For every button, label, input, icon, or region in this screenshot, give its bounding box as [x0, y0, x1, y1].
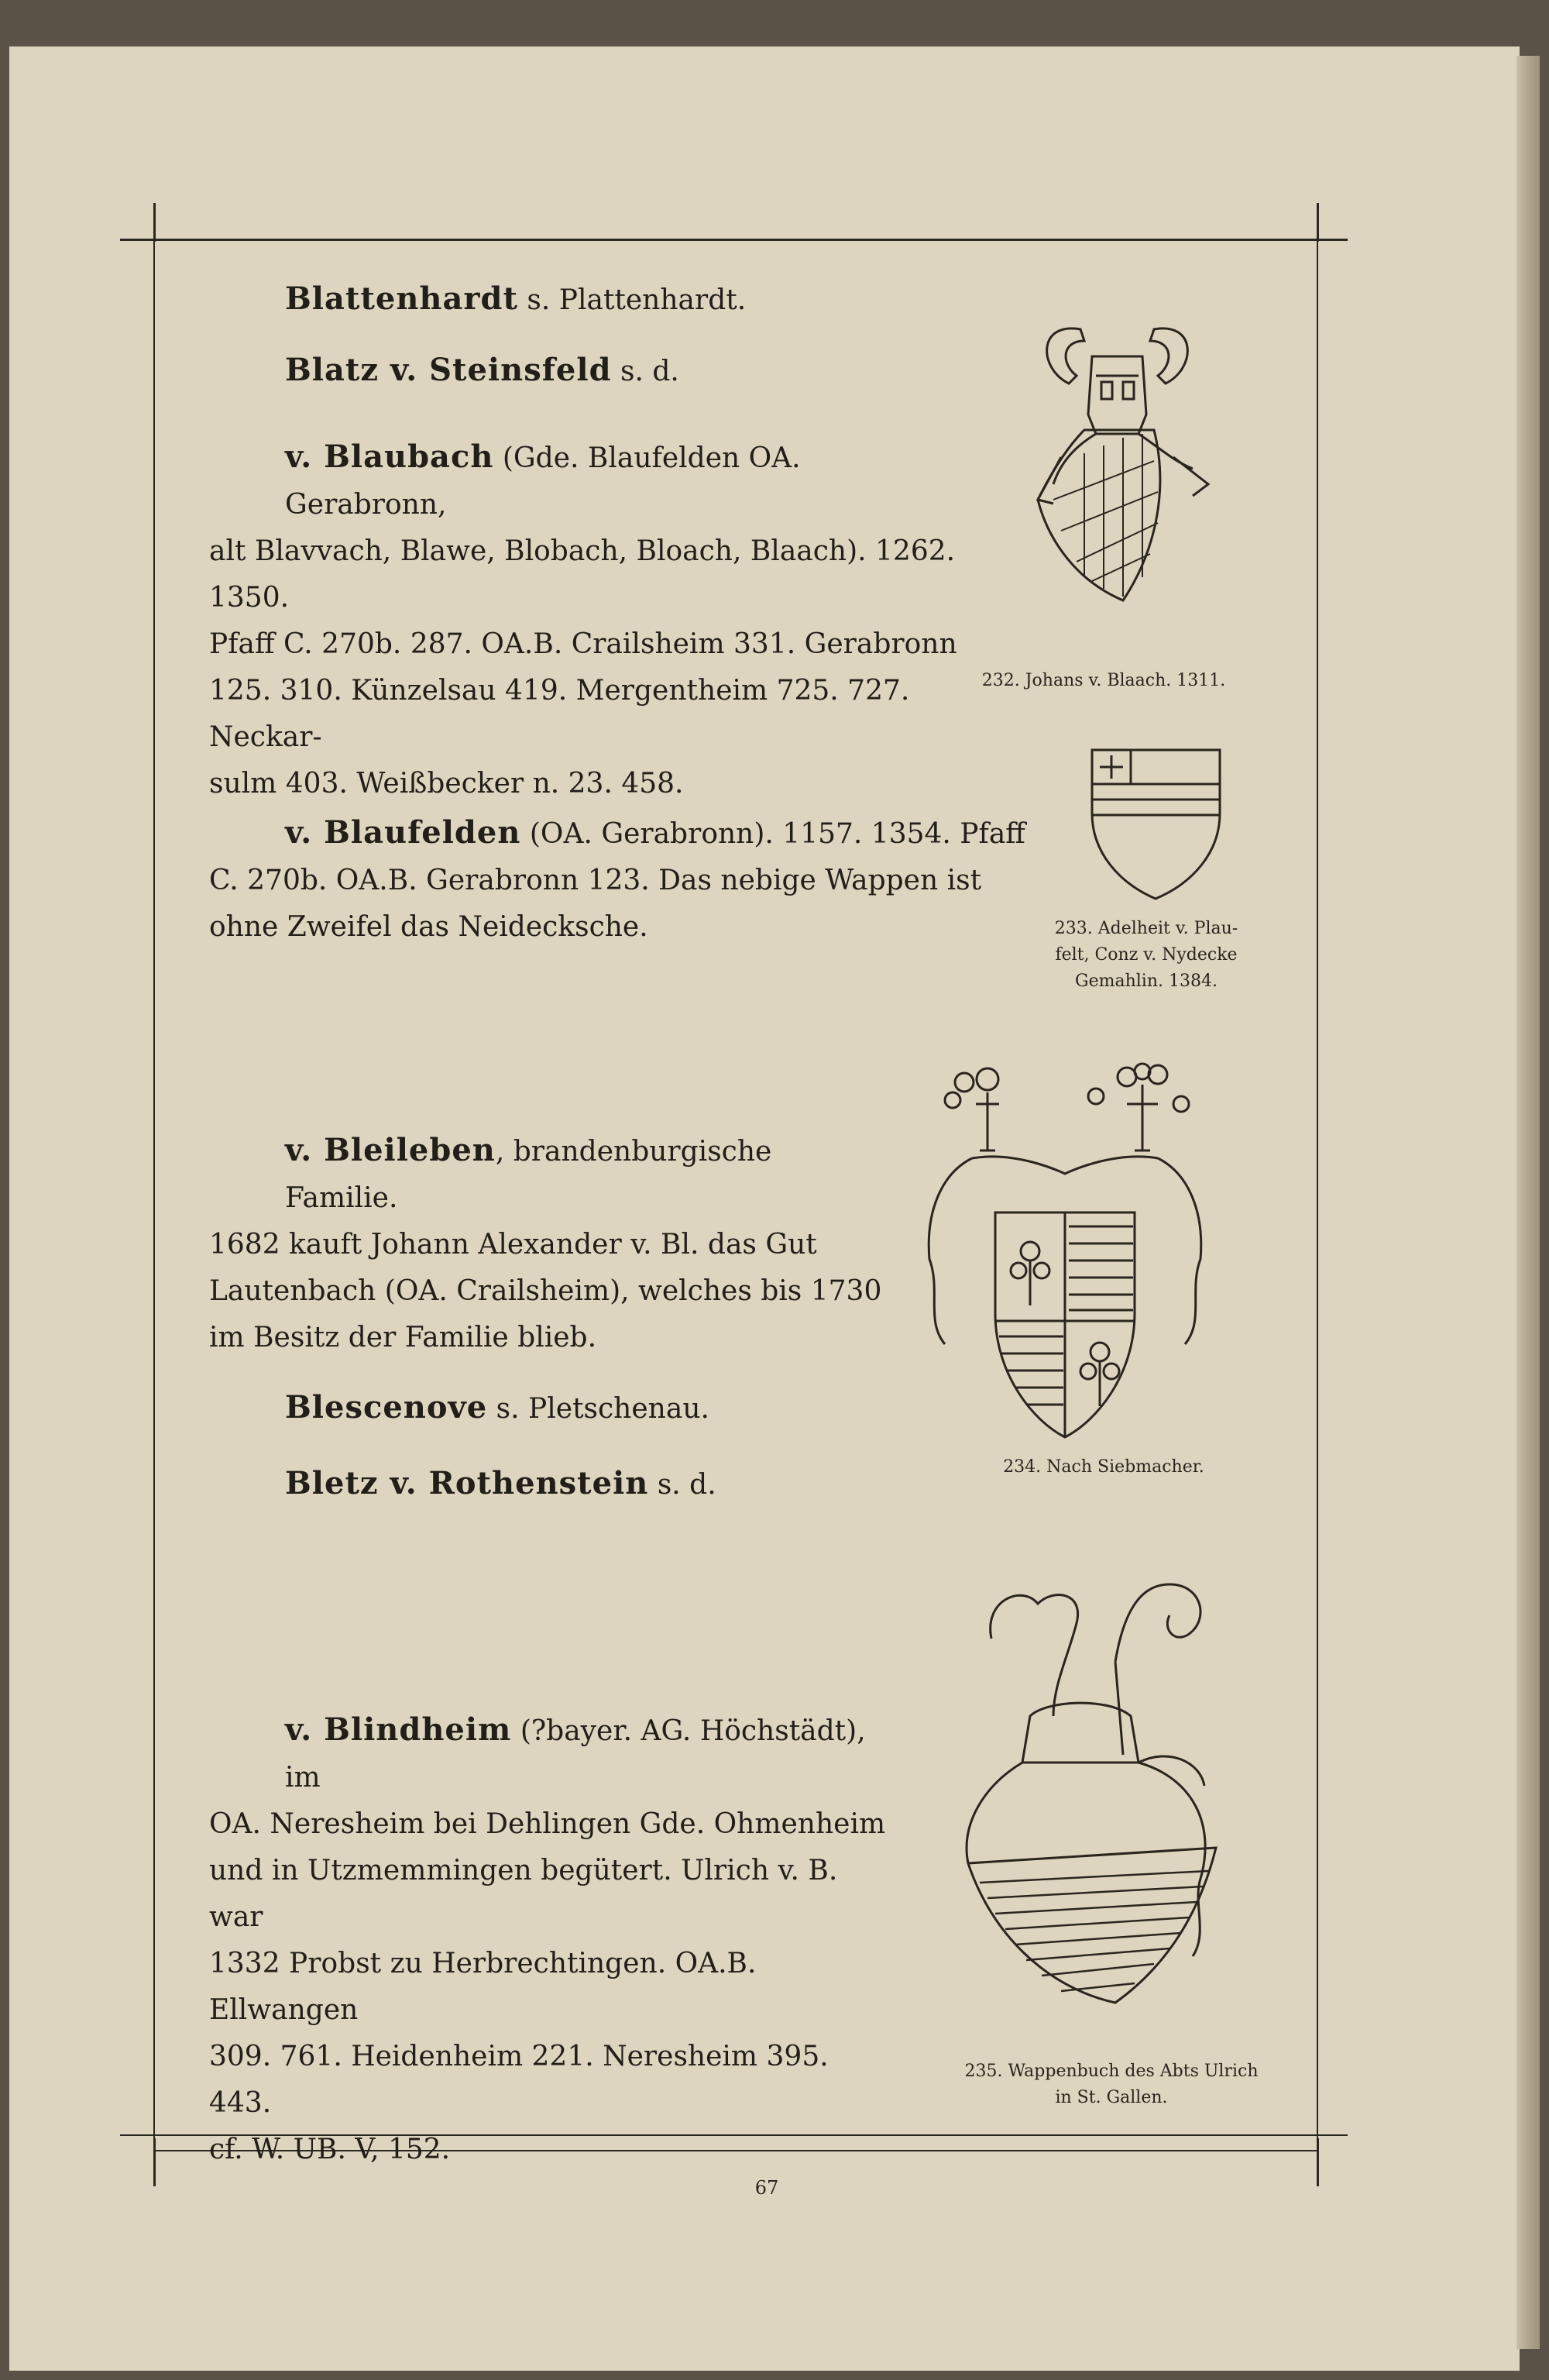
- coat-of-arms-adelheit-v-plaufelt: [1084, 744, 1228, 906]
- caption-234: [941, 1454, 1266, 1481]
- bottom-left-tick: [153, 2138, 156, 2186]
- caption-line: in St. Gallen.: [1055, 2088, 1168, 2107]
- entry-line: 125. 310. Künzelsau 419. Mergentheim 725. 727. Neckar-: [209, 675, 910, 753]
- bottom-right-tick: [1317, 2138, 1319, 2186]
- caption-line: Gemahlin. 1384.: [1075, 972, 1218, 991]
- entry-headword: Blatz v. Steinsfeld: [285, 352, 612, 388]
- entry-line: Pfaff C. 270b. 287. OA.B. Crailsheim 331. Gerabronn: [209, 628, 957, 660]
- entry-line: (?bayer. AG. Höchstädt), im: [285, 1715, 866, 1794]
- entry-line: (OA. Gerabronn). 1157. 1354. Pfaff: [520, 818, 1025, 850]
- top-left-tick: [153, 203, 156, 242]
- entry-blatz: [285, 347, 679, 395]
- coat-of-arms-johans-v-blaach: [1007, 298, 1239, 655]
- entry-headword: v. Blindheim: [285, 1711, 512, 1748]
- caption-line: felt, Conz v. Nydecke: [1055, 945, 1238, 965]
- entry-blindheim: [209, 1707, 891, 2173]
- entry-headword: v. Blaufelden: [285, 814, 521, 851]
- right-frame: [1317, 239, 1318, 2154]
- entry-line: (Gde. Blaufelden OA. Gerabronn,: [285, 442, 801, 521]
- entry-headword: v. Blaubach: [285, 439, 494, 475]
- page-edge: [1516, 56, 1540, 2349]
- entry-line: und in Utzmemmingen begütert. Ulrich v. B. war: [209, 1855, 838, 1933]
- caption-235: [918, 2058, 1305, 2111]
- entry-line: 1682 kauft Johann Alexander v. Bl. das Gut: [209, 1229, 817, 1261]
- entry-line: , brandenburgische Familie.: [285, 1136, 772, 1214]
- entry-headword: Bletz v. Rothenstein: [285, 1465, 649, 1501]
- entry-line: ohne Zweifel das Neidecksche.: [209, 911, 648, 943]
- entry-line: sulm 403. Weißbecker n. 23. 458.: [209, 768, 684, 800]
- caption-line: 232. Johans v. Blaach. 1311.: [981, 671, 1226, 690]
- entry-line: C. 270b. OA.B. Gerabronn 123. Das nebige Wappen ist: [209, 865, 982, 896]
- entry-blescenove: [285, 1384, 709, 1432]
- entry-headword: Blescenove: [285, 1389, 488, 1426]
- entry-bletz: [285, 1460, 716, 1508]
- entry-line: cf. W. UB. V, 152.: [209, 2134, 451, 2165]
- caption-line: 235. Wappenbuch des Abts Ulrich: [964, 2062, 1259, 2081]
- entry-text: s. Pletschenau.: [487, 1393, 709, 1425]
- caption-line: 233. Adelheit v. Plau-: [1054, 919, 1238, 938]
- entry-line: OA. Neresheim bei Dehlingen Gde. Ohmenheim: [209, 1808, 886, 1840]
- coat-of-arms-bleileben: [910, 1058, 1220, 1453]
- entry-blaufelden: [209, 810, 1030, 951]
- entry-line: 1332 Probst zu Herbrechtingen. OA.B. Ellwangen: [209, 1948, 757, 2026]
- entry-headword: Blattenhardt: [285, 280, 518, 317]
- entry-headword: v. Bleileben: [285, 1132, 496, 1168]
- coat-of-arms-blindheim: [937, 1569, 1278, 2026]
- left-frame: [153, 239, 155, 2154]
- page-number: 67: [754, 2177, 779, 2199]
- entry-blattenhardt: [285, 276, 746, 324]
- caption-233: [1015, 916, 1278, 995]
- entry-bleileben: [209, 1127, 891, 1361]
- top-right-tick: [1317, 203, 1319, 242]
- entry-line: alt Blavvach, Blawe, Blobach, Bloach, Blaach). 1262. 1350.: [209, 535, 956, 614]
- caption-line: 234. Nach Siebmacher.: [1003, 1457, 1204, 1477]
- entry-text: s. Plattenhardt.: [517, 284, 747, 316]
- caption-232: [941, 668, 1266, 694]
- entry-line: im Besitz der Familie blieb.: [209, 1322, 597, 1353]
- entry-blaubach: [209, 434, 960, 807]
- top-rule: [120, 239, 1348, 241]
- entry-text: s. d.: [648, 1469, 716, 1501]
- entry-text: s. d.: [611, 356, 679, 387]
- entry-line: 309. 761. Heidenheim 221. Neresheim 395. 443.: [209, 2041, 829, 2119]
- entry-line: Lautenbach (OA. Crailsheim), welches bis 1730: [209, 1275, 882, 1307]
